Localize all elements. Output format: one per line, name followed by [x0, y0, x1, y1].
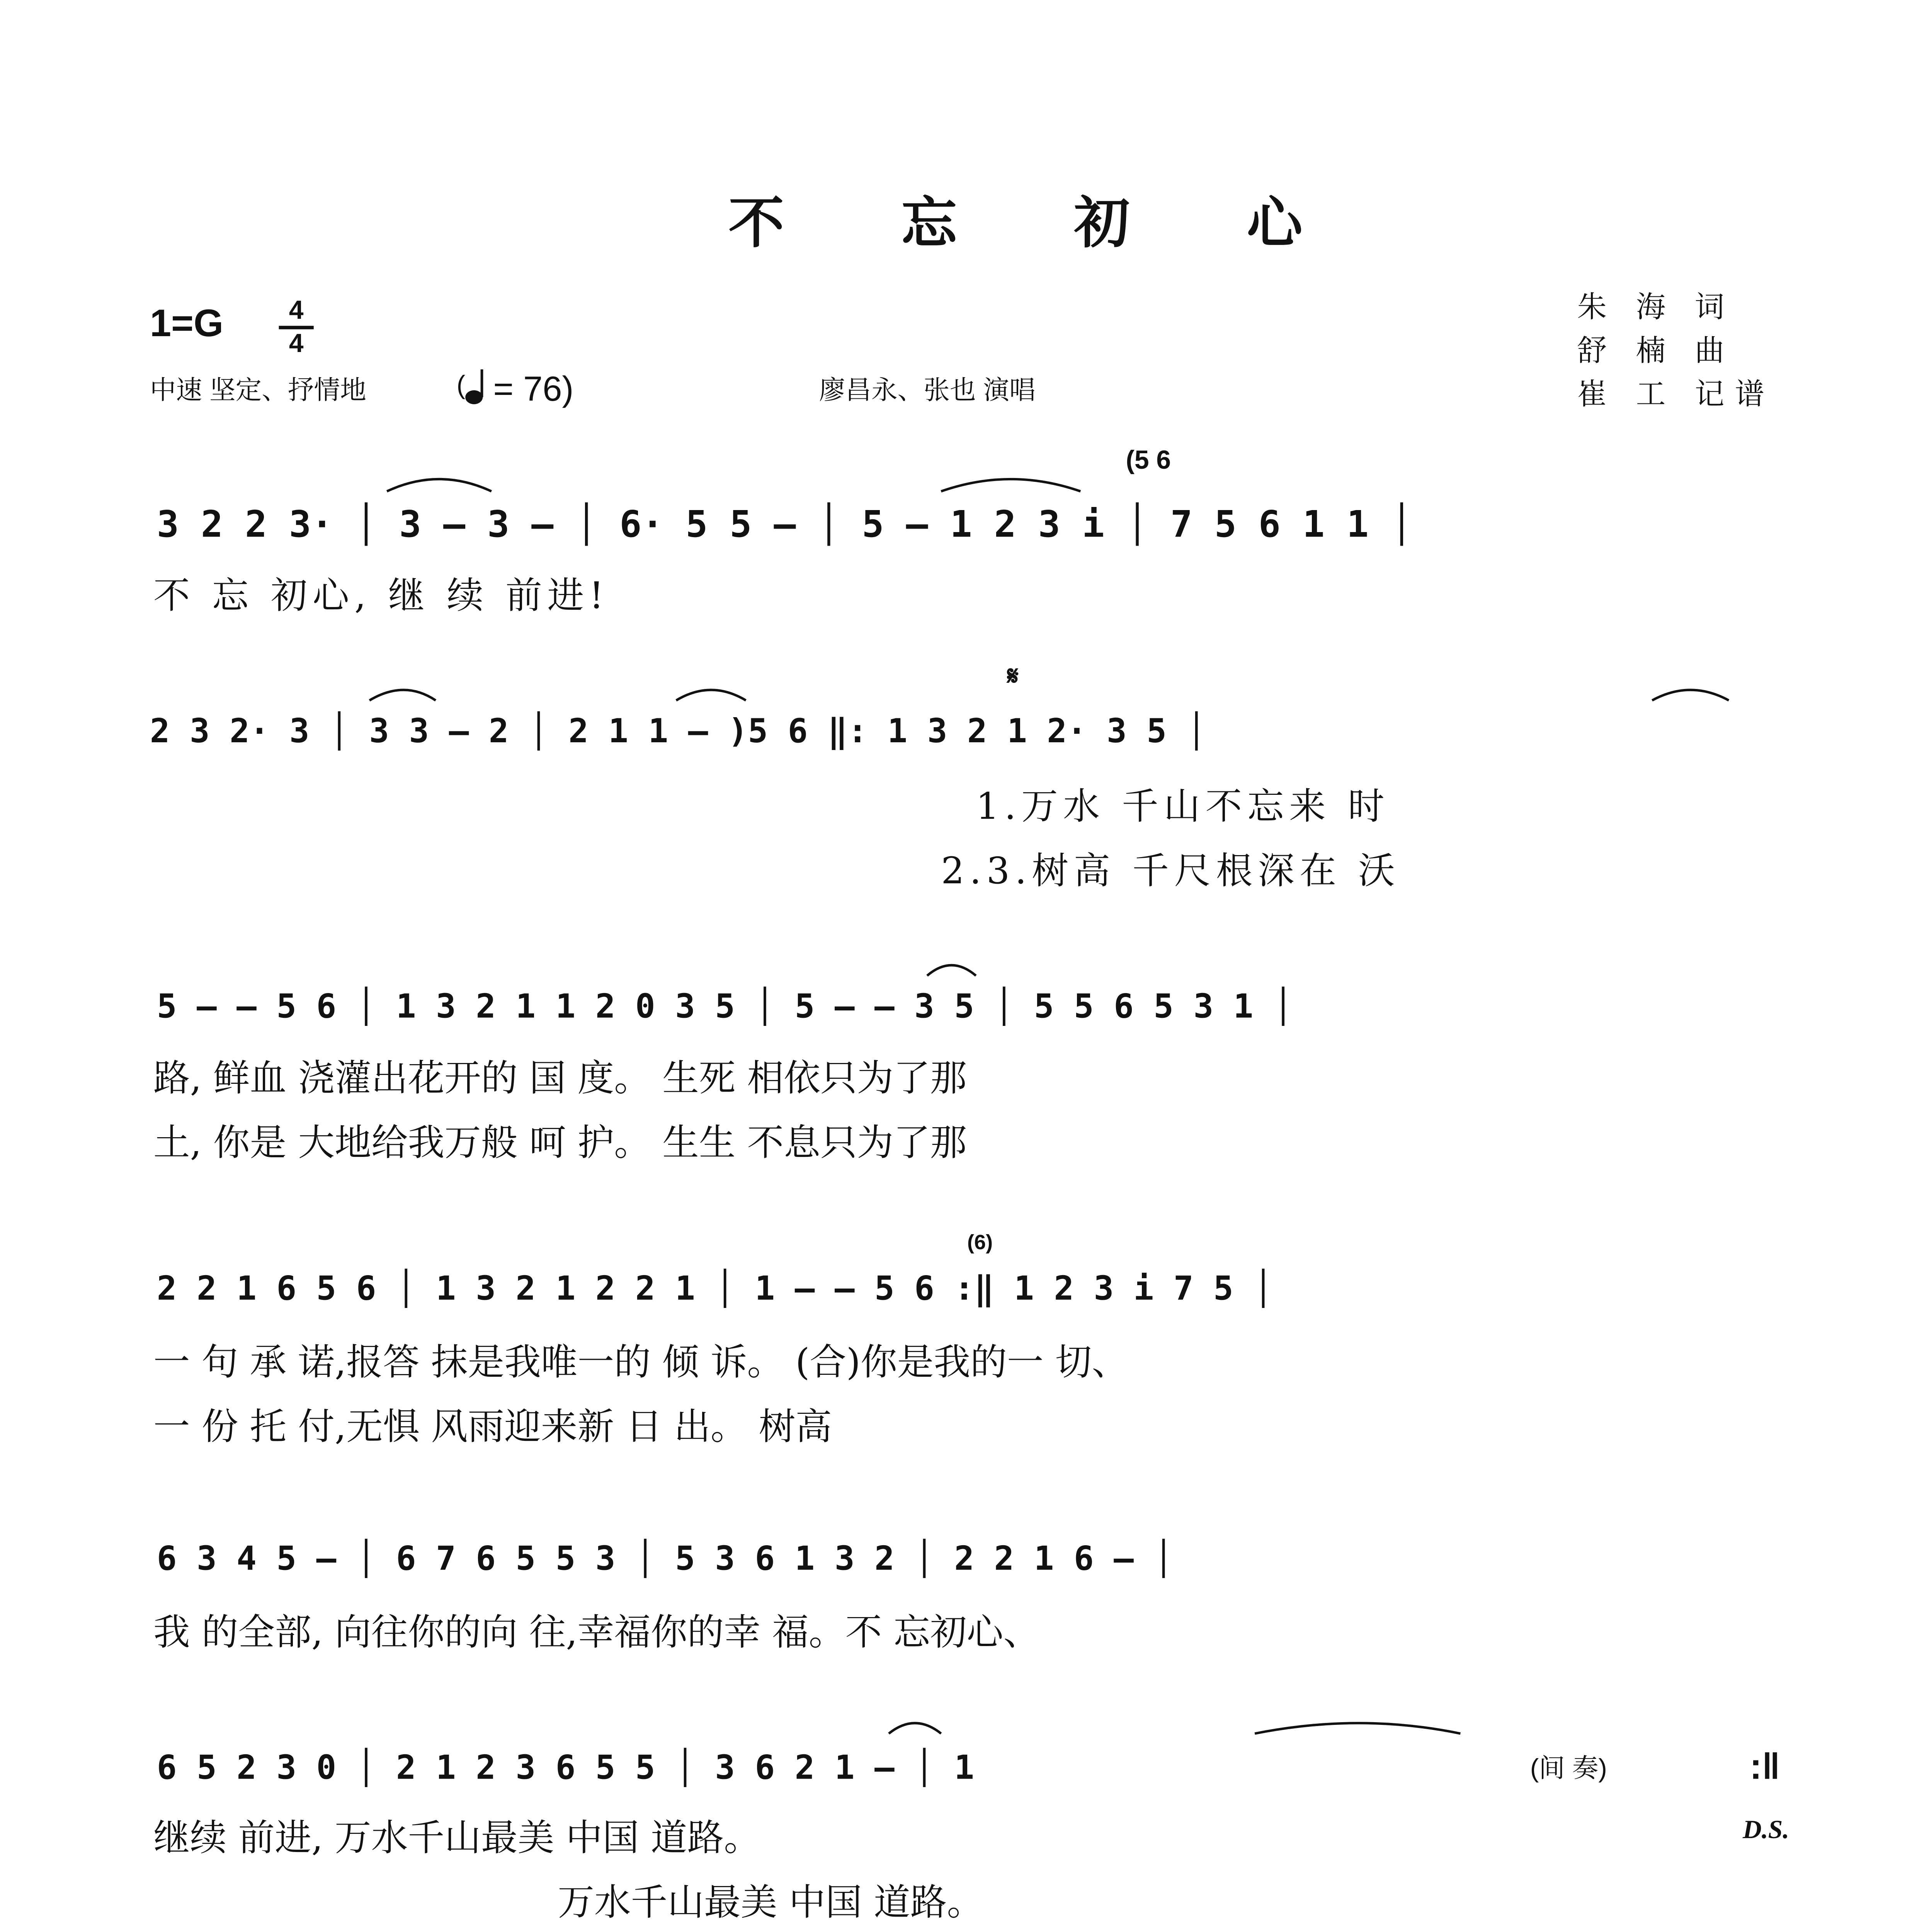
lyrics-row-5: 我 的全部, 向往你的向 往,幸福你的幸 福。不 忘初心、: [153, 1611, 1040, 1654]
tempo-mark: = 76): [493, 371, 574, 410]
dal-segno-mark: D.S.: [1743, 1817, 1789, 1845]
notation-row-2: 2 3 2· 3 │ 3 3 – 2 │ 2 1 1 – )5 6 ‖: 1 3 2 1 2· 3 5 │: [150, 713, 1207, 751]
lyrics-row-4-verse-1: 一 句 承 诺,报答 抹是我唯一的 倾 诉。 (合)你是我的一 切、: [153, 1341, 1129, 1384]
performers: 廖昌永、张也 演唱: [819, 376, 1036, 406]
lyrics-row-6-verse-1: 继续 前进, 万水千山最美 中国 道路。: [153, 1817, 761, 1859]
lyrics-row-2-verse-1: 1.万水 千山不忘来 时: [976, 786, 1390, 828]
song-title: 不 忘 初 心: [728, 190, 1352, 256]
repeat-end-mark: :‖: [1750, 1747, 1780, 1788]
segno-icon: 𝄋: [1007, 662, 1019, 692]
notation-row-6: 6 5 2 3 0 │ 2 1 2 3 6 5 5 │ 3 6 2 1 – │ 1: [156, 1749, 975, 1788]
lyrics-row-6-verse-2: 万水千山最美 中国 道路。: [558, 1881, 984, 1923]
notation-row-3: 5 – – 5 6 │ 1 3 2 1 1 2 0 3 5 │ 5 – – 3 5 │ 5 5 6 5 3 1 │: [156, 988, 1293, 1026]
pickup-notes-row-4: (6): [967, 1230, 993, 1255]
notation-credit: 崔 工 记谱: [1577, 378, 1775, 412]
lyrics-row-3-verse-1: 路, 鲜血 浇灌出花开的 国 度。 生死 相依只为了那: [153, 1057, 967, 1100]
time-signature-top: 4: [289, 296, 304, 326]
tie-arc: [889, 1723, 941, 1733]
lyricist-credit: 朱 海 词: [1577, 291, 1735, 324]
interlude-label: (间 奏): [1530, 1754, 1607, 1784]
composer-credit: 舒 楠 曲: [1577, 334, 1735, 368]
notation-row-4: 2 2 1 6 5 6 │ 1 3 2 1 2 2 1 │ 1 – – 5 6 :‖ 1 2 3 i 7 5 │: [156, 1270, 1273, 1309]
lyrics-row-3-verse-2: 土, 你是 大地给我万般 呵 护。 生生 不息只为了那: [153, 1122, 967, 1164]
lyrics-row-1: 不 忘 初心, 继 续 前进!: [153, 575, 609, 617]
lyrics-row-4-verse-2: 一 份 托 付,无惧 风雨迎来新 日 出。 树高: [153, 1406, 832, 1448]
tie-arc: [1652, 690, 1728, 701]
tempo-text: 中速 坚定、抒情地: [150, 376, 366, 406]
time-signature-bottom: 4: [289, 329, 304, 359]
tie-arc: [369, 690, 435, 701]
lyrics-row-2-verse-2: 2.3.树高 千尺根深在 沃: [941, 850, 1400, 892]
tie-arc: [1255, 1723, 1460, 1733]
tie-arc: [676, 690, 746, 701]
key-signature: 1=G: [150, 301, 224, 345]
tie-arc: [387, 479, 492, 492]
tie-arc: [927, 965, 976, 976]
tie-arc: [941, 479, 1080, 492]
tempo-open: (: [456, 371, 466, 401]
notation-row-5: 6 3 4 5 – │ 6 7 6 5 5 3 │ 5 3 6 1 3 2 │ 2 2 1 6 – │: [156, 1540, 1174, 1579]
notation-row-1: 3 2 2 3· │ 3 – 3 – │ 6· 5 5 – │ 5 – 1 2 3 i │ 7 5 6 1 1 │: [156, 503, 1413, 546]
pickup-notes: (5 6: [1126, 446, 1171, 476]
